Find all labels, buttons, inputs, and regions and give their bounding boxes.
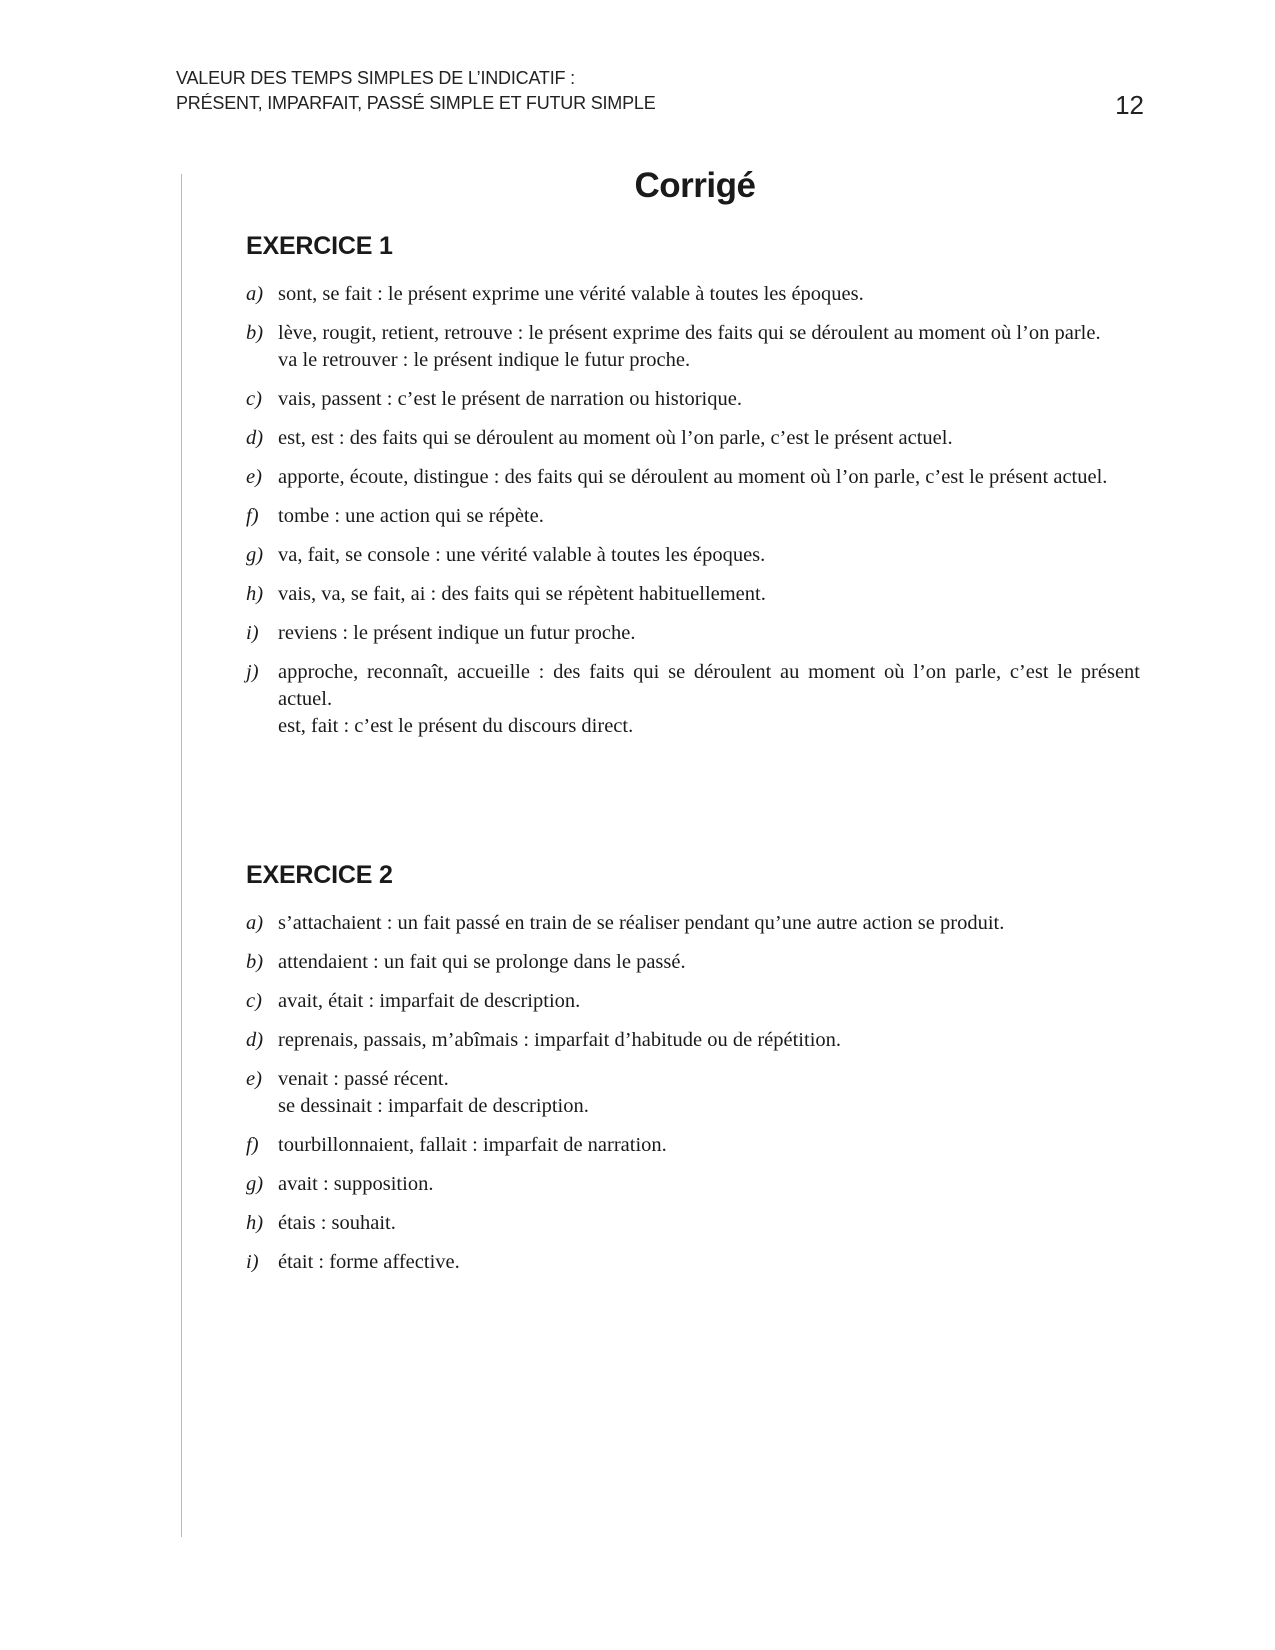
item-letter: e): [246, 1068, 262, 1090]
item-letter: f): [246, 1134, 259, 1156]
list-item: [246, 1171, 1140, 1198]
item-letter: c): [246, 388, 262, 410]
list-item: [246, 1210, 1140, 1237]
item-letter: i): [246, 1251, 259, 1273]
exercice-1-list: [246, 281, 1140, 740]
item-text: attendaient : un fait qui se prolonge dans le passé.: [278, 951, 686, 973]
list-item: [246, 320, 1140, 374]
list-item: [246, 910, 1140, 937]
item-letter: i): [246, 622, 259, 644]
item-letter: b): [246, 322, 264, 344]
item-text: avait : supposition.: [278, 1173, 434, 1195]
item-text: vais, va, se fait, ai : des faits qui se répètent habituellement.: [278, 583, 766, 605]
item-text: reviens : le présent indique un futur proche.: [278, 622, 636, 644]
item-text: tourbillonnaient, fallait : imparfait de narration.: [278, 1134, 667, 1156]
item-letter: h): [246, 583, 264, 605]
list-item: [246, 425, 1140, 452]
item-letter: h): [246, 1212, 264, 1234]
margin-rule: [181, 174, 182, 1537]
item-text: va, fait, se console : une vérité valable à toutes les époques.: [278, 544, 766, 566]
item-letter: j): [246, 661, 259, 683]
item-letter: e): [246, 466, 262, 488]
item-extra-line: va le retrouver : le présent indique le futur proche.: [278, 349, 691, 371]
item-letter: c): [246, 990, 262, 1012]
running-header-line-1: VALEUR DES TEMPS SIMPLES DE L’INDICATIF :: [176, 68, 575, 88]
item-extra-line: se dessinait : imparfait de description.: [278, 1095, 589, 1117]
list-item: [246, 281, 1140, 308]
item-text: reprenais, passais, m’abîmais : imparfait d’habitude ou de répétition.: [278, 1029, 842, 1051]
item-text: lève, rougit, retient, retrouve : le présent exprime des faits qui se déroulent au moment où l’on parle. va le retrouver : le présent indique le futur proche.: [278, 320, 1140, 374]
item-letter: g): [246, 1173, 264, 1195]
item-text: est, est : des faits qui se déroulent au moment où l’on parle, c’est le présent actuel.: [278, 427, 953, 449]
list-item: [246, 1027, 1140, 1054]
item-text: apporte, écoute, distingue : des faits qui se déroulent au moment où l’on parle, c’est le présent actuel.: [278, 466, 1108, 488]
list-item: [246, 581, 1140, 608]
item-letter: a): [246, 283, 264, 305]
item-text: étais : souhait.: [278, 1212, 396, 1234]
page-title: Corrigé: [634, 166, 756, 205]
item-text: tombe : une action qui se répète.: [278, 505, 544, 527]
list-item: [246, 988, 1140, 1015]
running-header: [176, 66, 1146, 116]
item-text: vais, passent : c’est le présent de narration ou historique.: [278, 388, 742, 410]
item-letter: d): [246, 1029, 264, 1051]
item-text: venait : passé récent. se dessinait : imparfait de description.: [278, 1066, 1140, 1120]
item-text: approche, reconnaît, accueille : des faits qui se déroulent au moment où l’on parle, c’est le présent actuel. est, fait : c’est le présent du discours direct.: [278, 659, 1140, 740]
exercice-1-heading: EXERCICE 1: [246, 232, 393, 260]
running-header-line-2: PRÉSENT, IMPARFAIT, PASSÉ SIMPLE ET FUTUR SIMPLE: [176, 93, 656, 113]
list-item: [246, 1132, 1140, 1159]
list-item: [246, 1066, 1140, 1120]
item-extra-line: est, fait : c’est le présent du discours direct.: [278, 715, 634, 737]
exercice-2-heading: EXERCICE 2: [246, 861, 393, 889]
list-item: [246, 464, 1140, 491]
item-letter: f): [246, 505, 259, 527]
list-item: [246, 542, 1140, 569]
list-item: [246, 503, 1140, 530]
item-letter: d): [246, 427, 264, 449]
item-text: avait, était : imparfait de description.: [278, 990, 581, 1012]
list-item: [246, 386, 1140, 413]
list-item: [246, 620, 1140, 647]
list-item: [246, 949, 1140, 976]
exercice-2-list: [246, 910, 1140, 1276]
item-letter: b): [246, 951, 264, 973]
exercice-1-section: [246, 231, 1140, 752]
exercice-2-section: [246, 860, 1140, 1288]
list-item: [246, 1249, 1140, 1276]
item-letter: g): [246, 544, 264, 566]
item-text: sont, se fait : le présent exprime une vérité valable à toutes les époques.: [278, 283, 864, 305]
item-letter: a): [246, 912, 264, 934]
list-item: [246, 659, 1140, 740]
item-text: était : forme affective.: [278, 1251, 460, 1273]
item-text: s’attachaient : un fait passé en train de se réaliser pendant qu’une autre action se produit.: [278, 912, 1005, 934]
page-number: 12: [1115, 90, 1144, 120]
